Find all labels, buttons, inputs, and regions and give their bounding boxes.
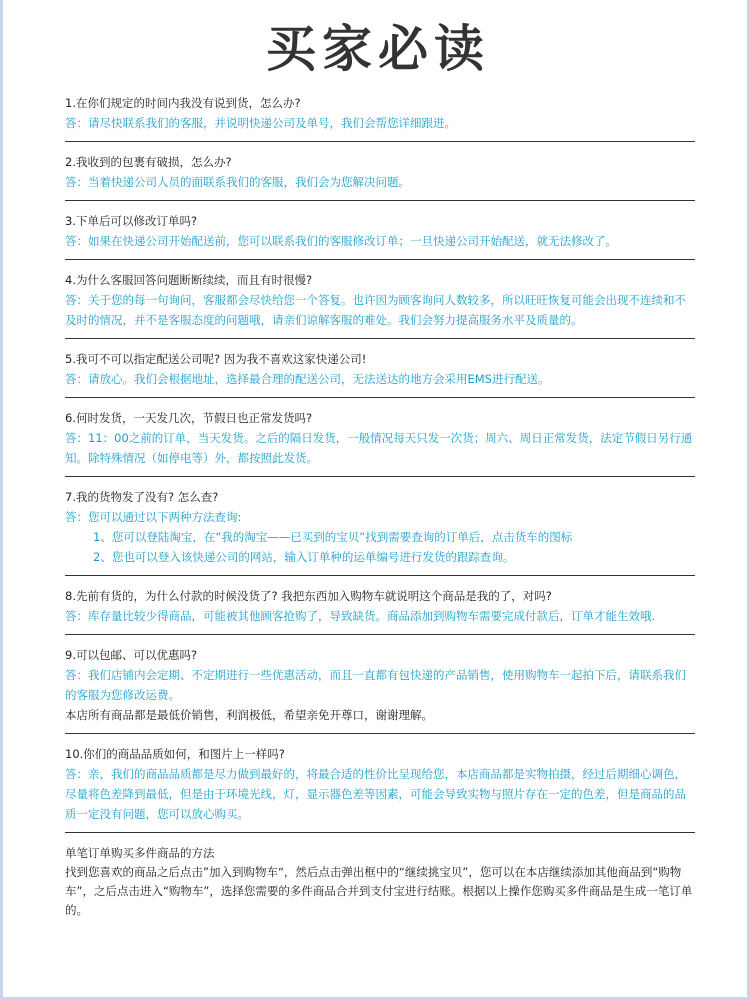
divider xyxy=(65,200,695,201)
divider xyxy=(65,397,695,398)
faq-item-7 xyxy=(65,485,695,567)
question: 2.我收到的包裹有破损，怎么办? xyxy=(65,155,232,169)
question: 6.何时发货，一天发几次，节假日也正常发货吗? xyxy=(65,411,313,425)
answer: 答：当着快递公司人员的面联系我们的客服，我们会为您解决问题。 xyxy=(65,175,410,189)
answer: 答：请尽快联系我们的客服，并说明快递公司及单号，我们会帮您详细跟进。 xyxy=(65,116,456,130)
answer-method-2: 2、您也可以登入该快递公司的网站，输入订单种的运单编号进行发货的跟踪查询。 xyxy=(93,550,515,564)
faq-item-2 xyxy=(65,150,695,192)
divider xyxy=(65,338,695,339)
answer: 答：库存量比较少得商品，可能被其他顾客抢购了，导致缺货。商品添加到购物车需要完成付款后，订单才能生效哦. xyxy=(65,609,656,623)
divider xyxy=(65,575,695,576)
faq-item-6 xyxy=(65,406,695,468)
faq-content xyxy=(65,91,695,920)
answer-method-1: 1、您可以登陆淘宝，在“我的淘宝——已买到的宝贝”找到需要查询的订单后，点击货车的图标 xyxy=(93,530,573,544)
divider xyxy=(65,476,695,477)
question: 1.在你们规定的时间内我没有说到货，怎么办? xyxy=(65,96,301,110)
faq-item-4 xyxy=(65,268,695,330)
question: 5.我可不可以指定配送公司呢? 因为我不喜欢这家快递公司! xyxy=(65,352,367,366)
faq-item-1 xyxy=(65,91,695,133)
faq-item-10 xyxy=(65,742,695,824)
divider xyxy=(65,141,695,142)
question: 7.我的货物发了没有? 怎么查? xyxy=(65,490,219,504)
question: 8.先前有货的，为什么付款的时候没货了? 我把东西加入购物车就说明这个商品是我的了，对吗? xyxy=(65,589,552,603)
divider xyxy=(65,733,695,734)
section-body: 找到您喜欢的商品之后点击”加入到购物车“，然后点击弹出框中的“继续挑宝贝”，您可以在本店继续添加其他商品到“购物车”，之后点击进入“购物车”，选择您需要的多件商品合并到支付宝进行结账。根据以上操作您购买多件商品是生成一笔订单的。 xyxy=(65,865,693,917)
question: 4.为什么客服回答问题断断续续，而且有时很慢? xyxy=(65,273,313,287)
faq-item-9 xyxy=(65,643,695,725)
answer: 答：关于您的每一句询问，客服都会尽快给您一个答复。也许因为顾客询问人数较多，所以旺旺恢复可能会出现不连续和不及时的情况，并不是客服态度的问题哦，请亲们谅解客服的难处。我们会努力提高服务水平及质量的。 xyxy=(65,293,686,327)
question: 3.下单后可以修改订单吗? xyxy=(65,214,198,228)
answer: 答：我们店铺内会定期、不定期进行一些优惠活动，而且一直都有包快递的产品销售，使用购物车一起拍下后，请联系我们的客服为您修改运费。 xyxy=(65,668,686,702)
answer: 答：亲，我们的商品品质都是尽力做到最好的，将最合适的性价比呈现给您，本店商品都是实物拍摄，经过后期细心调色，尽量将色差降到最低，但是由于环境光线，灯，显示器色差等因素，可能会导致实物与照片存在一定的色差，但是商品的品质一定没有问题，您可以放心购买。 xyxy=(65,767,686,821)
pricing-note: 本店所有商品都是最低价销售，利润极低，希望亲免开尊口，谢谢理解。 xyxy=(65,708,433,722)
multi-item-order-section xyxy=(65,841,695,920)
answer: 答：11：00之前的订单，当天发货。之后的隔日发货，一般情况每天只发一次货；周六、周日正常发货，法定节假日另行通知。除特殊情况（如停电等）外，都按照此发货。 xyxy=(65,431,693,465)
section-heading: 单笔订单购买多件商品的方法 xyxy=(65,846,215,860)
answer: 答：您可以通过以下两种方法查询: xyxy=(65,510,242,524)
faq-item-3 xyxy=(65,209,695,251)
question: 9.可以包邮、可以优惠吗? xyxy=(65,648,198,662)
divider xyxy=(65,832,695,833)
divider xyxy=(65,634,695,635)
answer: 答：请放心。我们会根据地址，选择最合理的配送公司，无法送达的地方会采用EMS进行配送。 xyxy=(65,372,550,386)
faq-item-8 xyxy=(65,584,695,626)
divider xyxy=(65,259,695,260)
page-title: 买家必读 xyxy=(266,20,490,78)
faq-item-5 xyxy=(65,347,695,389)
question: 10.你们的商品品质如何，和图片上一样吗? xyxy=(65,747,285,761)
answer: 答：如果在快递公司开始配送前，您可以联系我们的客服修改订单；一旦快递公司开始配送，就无法修改了。 xyxy=(65,234,617,248)
